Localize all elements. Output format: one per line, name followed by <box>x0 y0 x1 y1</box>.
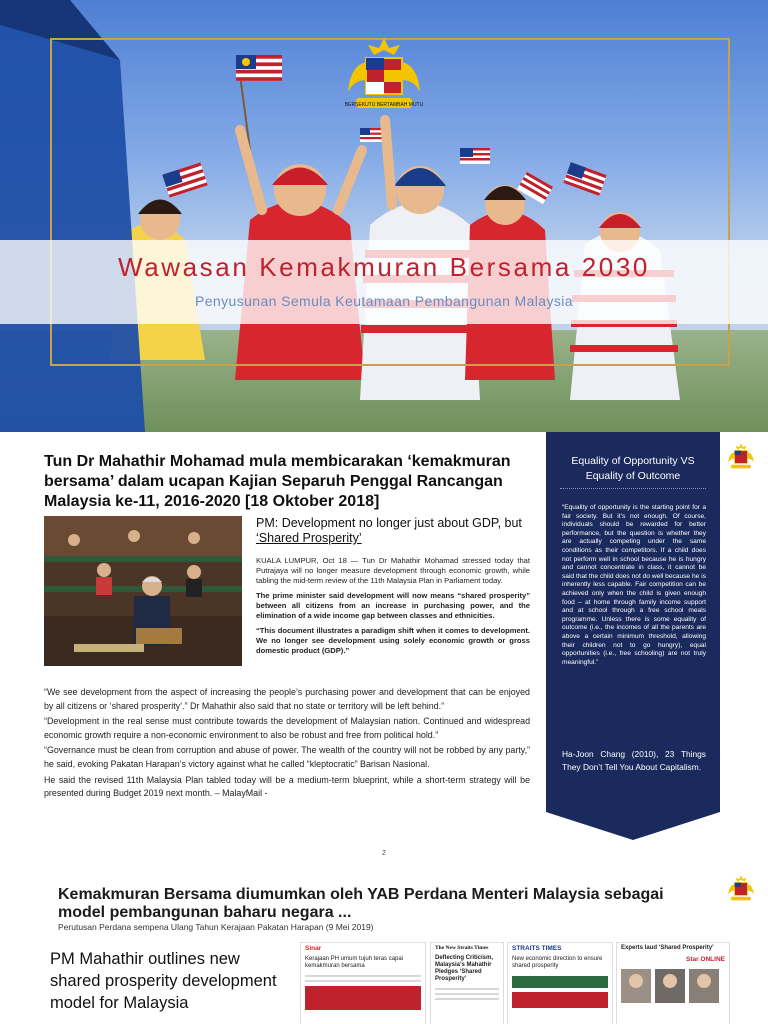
cover-title: Wawasan Kemakmuran Bersama 2030 <box>118 252 650 282</box>
clip-title: Experts laud ‘Shared Prosperity’ <box>621 945 714 951</box>
clip-masthead: Sinar <box>305 945 322 952</box>
clip-title: Deflecting Criticism, Malaysia’s Mahathir Pledges ‘Shared Prosperity’ <box>435 955 494 982</box>
sidebar-title <box>556 454 710 484</box>
sidebar-divider <box>560 488 706 489</box>
article-paragraph: “This document illustrates a paradigm shift when it comes to development. We no longer see development using solely economic growth or gross domestic product (GDP).” <box>256 626 530 655</box>
sidebar-title-line2: Equality of Outcome <box>585 470 681 482</box>
article-page <box>0 432 768 860</box>
malaysia-coat-of-arms-icon <box>724 874 758 904</box>
news-clip <box>430 942 504 1024</box>
sidebar-reference: Ha-Joon Chang (2010), 23 Things They Don’t Tell You About Capitalism. <box>562 749 706 772</box>
clip-headline: PM Mahathir outlines new shared prosperity development model for Malaysia <box>50 950 277 1012</box>
clip-photos <box>617 965 727 1005</box>
sidebar-arrow-icon <box>546 812 720 840</box>
article-title-line2: ‘Shared Prosperity’ <box>256 531 362 545</box>
sidebar-title-line1: Equality of Opportunity VS <box>571 455 695 467</box>
article-paragraph: KUALA LUMPUR, Oct 18 — Tun Dr Mahathir Mohamad stressed today that Putrajaya will no longer measure development through economic growth, while tabling the mid-term review of the 11th Malaysia Plan in Parliament today. <box>256 556 530 585</box>
page-number: 2 <box>382 850 386 857</box>
clip-masthead: STRAITS TIMES <box>512 945 562 952</box>
cover-subtitle: Penyusunan Semula Keutamaan Pembangunan Malaysia <box>195 293 573 309</box>
clip-image <box>512 976 608 988</box>
article-paragraph: The prime minister said development will now means “shared prosperity” between all citizens from an increase in purchasing power, and the elimination of a wide income gap between classes and ethnicities. <box>256 591 530 620</box>
clip-masthead: Star ONLINE <box>685 956 725 963</box>
article-body <box>44 686 530 803</box>
cover-page <box>0 0 768 432</box>
news-clip <box>616 942 730 1024</box>
news-clip <box>507 942 613 1024</box>
sidebar-quote: “Equality of opportunity is the starting point for a fair society. But it’s not enough. Of course, individuals should be rewarded for better performance, but the question is whether they are actually competing under the same conditions as their competitors. If a child does not perform well in school because he is hungry and cannot concentrate in class, it cannot be said that the child does not do well because he is inherently less capable. Fair competition can be achieved only when the child is given enough food – at home through family income support and at school through a free school meals programme. Unless there is some equality of outcome (i.e., the incomes of all the parents are above a certain minimum threshold, allowing their children not to go hungry), equal opportunities (i.e., free schooling) are not truly meaningful.” <box>562 504 706 666</box>
body-paragraph: “We see development from the aspect of increasing the people’s purchasing power and development that can be enjoyed by all citizens or ‘shared prosperity’.” Dr Mahathir also said that no state or territory will be left behind.” <box>44 687 530 711</box>
page-title: Kemakmuran Bersama diumumkan oleh YAB Perdana Menteri Malaysia sebagai model pembangunan baharu negara ... <box>58 886 664 921</box>
article-title <box>256 516 530 546</box>
clip-masthead: The New Straits Times <box>435 945 489 951</box>
article-title-line1: PM: Development no longer just about GDP, but <box>256 516 522 530</box>
malaysia-coat-of-arms-icon <box>336 36 432 116</box>
news-clip <box>300 942 426 1024</box>
clip-title: Kerajaan PH umum tujuh teras capai kemakmuran bersama <box>305 956 404 969</box>
body-paragraph: “Development in the real sense must contribute towards the development of Malaysian nation. Continued and widespread economic growth require a non-economic environment to also be robust and free from political hold.” <box>44 716 530 740</box>
article-intro <box>256 556 530 661</box>
news-collage-page <box>0 870 768 1024</box>
malaysia-coat-of-arms-icon <box>724 442 758 472</box>
clip-title: New economic direction to ensure shared prosperity <box>512 956 603 969</box>
sidebar-box <box>546 432 720 812</box>
parliament-photo <box>44 516 242 666</box>
body-paragraph: He said the revised 11th Malaysia Plan tabled today will be a medium-term blueprint, while a short-term strategy will be presented during Budget 2019 next month. – MalayMail - <box>44 774 530 799</box>
page-headline: Tun Dr Mahathir Mohamad mula membicarakan ‘kemakmuran bersama’ dalam ucapan Kajian Separuh Penggal Rancangan Malaysia ke-11, 2016-2020 [18 Oktober 2018] <box>44 453 511 510</box>
clip-image <box>512 992 608 1008</box>
clip-image <box>305 986 421 1010</box>
body-paragraph: “Governance must be clean from corruption and abuse of power. The wealth of the country will not be robbed by any party,” he said, evoking Pakatan Harapan’s victory against what he called “kleptocratic” Barisan Nasional. <box>44 745 530 769</box>
page-subtitle: Perutusan Perdana sempena Ulang Tahun Kerajaan Pakatan Harapan (9 Mei 2019) <box>58 922 374 932</box>
crest-motto: BERSEKUTU BERTAMBAH MUTU <box>344 102 424 108</box>
